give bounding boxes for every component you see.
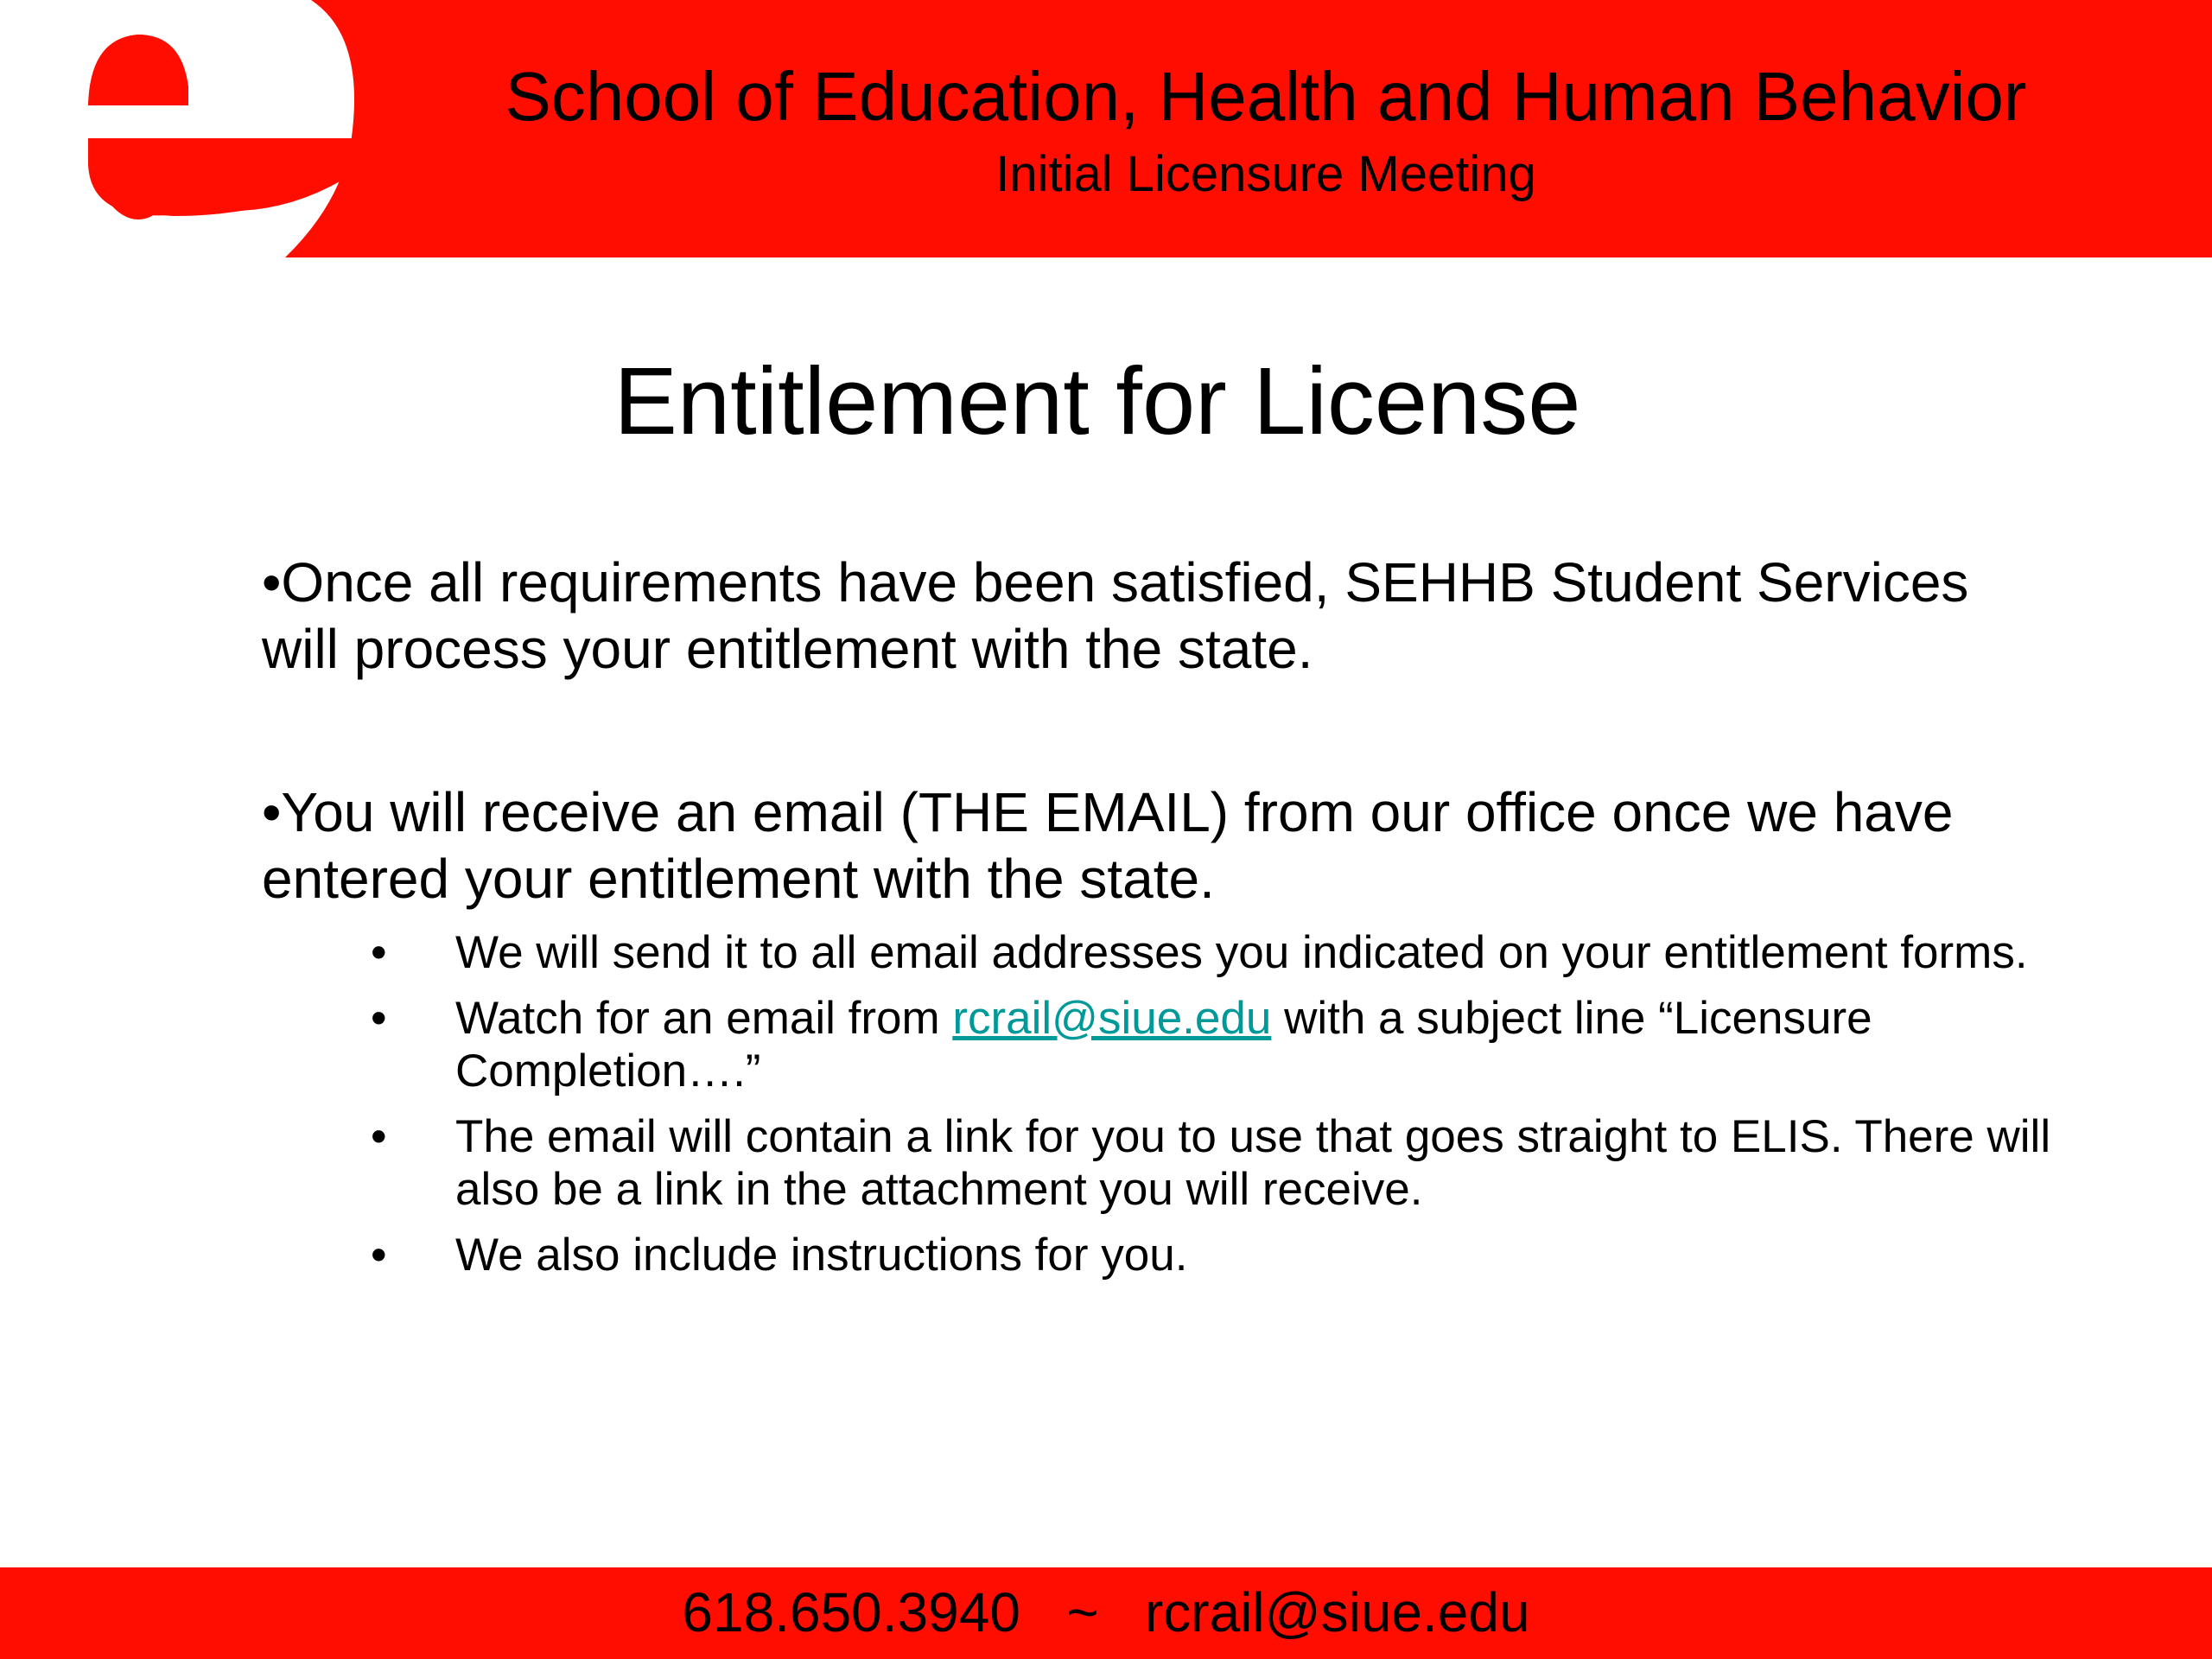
slide-title: Entitlement for License — [613, 348, 1581, 454]
footer-band — [0, 1567, 2212, 1659]
header-band — [0, 0, 2212, 257]
bullet-dot-icon: • — [371, 1230, 387, 1281]
header-subtitle: Initial Licensure Meeting — [995, 146, 1536, 202]
email-link[interactable]: rcrail@siue.edu — [952, 993, 1272, 1044]
sub-bullet-text: The email will contain a link for you to use that goes straight to ELIS. There will also be a link in the attachment you will receive. — [455, 1111, 2051, 1215]
footer-contact: 618.650.3940 ~ rcrail@siue.edu — [682, 1581, 1530, 1643]
sub-bullet-contain — [262, 1110, 2059, 1216]
bullet-dot-icon: • — [371, 927, 387, 978]
sub-bullet-instructions — [262, 1229, 2059, 1281]
sub-bullet-text: Watch for an email from — [455, 993, 953, 1044]
bullet-requirements: •Once all requirements have been satisfied, SEHHB Student Services will process your entitlement with the state. — [262, 551, 1969, 680]
slide-content — [262, 550, 2059, 1294]
bullet-email: •You will receive an email (THE EMAIL) from our office once we have entered your entitlement with the state. — [262, 781, 1954, 910]
header-title: School of Education, Health and Human Behavior — [505, 58, 2027, 135]
sub-bullet-text: We also include instructions for you. — [455, 1230, 1188, 1281]
sub-bullet-watch — [262, 992, 2059, 1097]
sub-bullet-send — [262, 926, 2059, 979]
sub-bullet-text: We will send it to all email addresses you indicated on your entitlement forms. — [455, 927, 2028, 978]
bullet-dot-icon: • — [371, 1111, 387, 1162]
sub-bullet-text: with a subject line “Licensure Completion….” — [455, 993, 1872, 1096]
bullet-dot-icon: • — [371, 993, 387, 1044]
sub-bullet-list — [262, 926, 2059, 1281]
e-logo-icon — [0, 0, 372, 257]
